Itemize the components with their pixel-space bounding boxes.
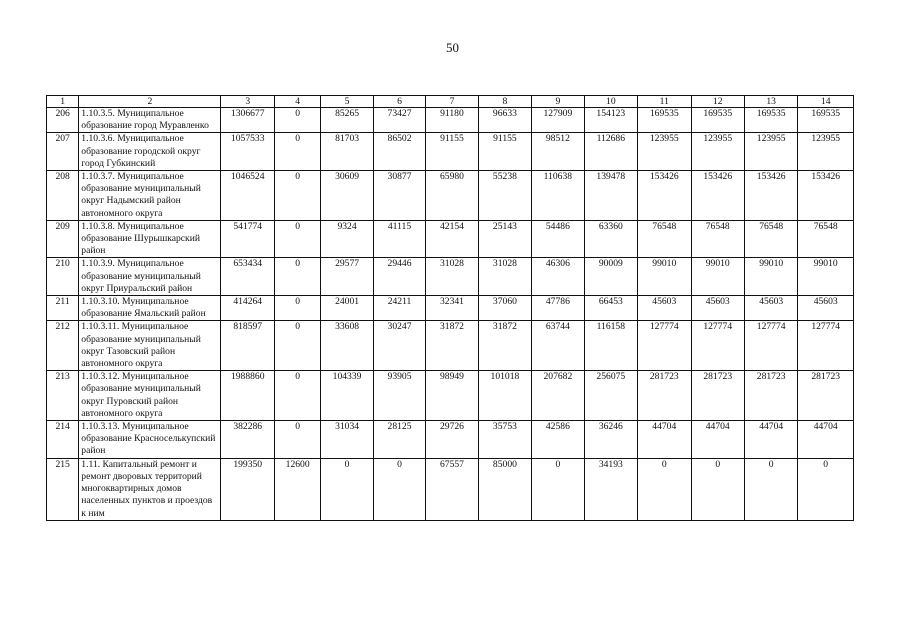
value-cell: 153426 (638, 171, 691, 221)
row-number: 207 (47, 133, 79, 171)
value-cell: 63744 (532, 321, 584, 371)
row-number: 214 (47, 421, 79, 459)
row-name: 1.11. Капитальный ремонт и ремонт дворовых территорий многоквартирных домов населенных пунктов и проездов к ним (79, 458, 221, 520)
table-row (47, 171, 854, 221)
value-cell: 0 (274, 220, 320, 258)
row-number: 210 (47, 258, 79, 296)
table-row (47, 296, 854, 321)
value-cell: 96633 (478, 108, 531, 133)
value-cell: 0 (274, 371, 320, 421)
table-row (47, 258, 854, 296)
value-cell: 0 (373, 458, 425, 520)
value-cell: 44704 (638, 421, 691, 459)
value-cell: 127909 (532, 108, 584, 133)
value-cell: 127774 (744, 321, 797, 371)
value-cell: 169535 (798, 108, 854, 133)
row-number: 206 (47, 108, 79, 133)
value-cell: 99010 (691, 258, 744, 296)
value-cell: 81703 (321, 133, 373, 171)
value-cell: 45603 (691, 296, 744, 321)
value-cell: 169535 (638, 108, 691, 133)
row-name: 1.10.3.10. Муниципальное образование Ямальский район (79, 296, 221, 321)
value-cell: 44704 (798, 421, 854, 459)
col-header: 6 (373, 96, 425, 108)
value-cell: 153426 (691, 171, 744, 221)
value-cell: 153426 (798, 171, 854, 221)
row-name: 1.10.3.5. Муниципальное образование город Муравленко (79, 108, 221, 133)
value-cell: 91155 (478, 133, 531, 171)
value-cell: 0 (274, 133, 320, 171)
value-cell: 112686 (584, 133, 637, 171)
value-cell: 0 (274, 258, 320, 296)
value-cell: 54486 (532, 220, 584, 258)
col-header: 9 (532, 96, 584, 108)
value-cell: 281723 (638, 371, 691, 421)
col-header: 13 (744, 96, 797, 108)
col-header: 12 (691, 96, 744, 108)
value-cell: 45603 (798, 296, 854, 321)
value-cell: 25143 (478, 220, 531, 258)
value-cell: 281723 (798, 371, 854, 421)
value-cell: 169535 (691, 108, 744, 133)
value-cell: 0 (274, 296, 320, 321)
value-cell: 55238 (478, 171, 531, 221)
value-cell: 85000 (478, 458, 531, 520)
value-cell: 123955 (798, 133, 854, 171)
value-cell: 29577 (321, 258, 373, 296)
value-cell: 45603 (744, 296, 797, 321)
value-cell: 42586 (532, 421, 584, 459)
table-row (47, 458, 854, 520)
table-row (47, 371, 854, 421)
value-cell: 45603 (638, 296, 691, 321)
value-cell: 76548 (744, 220, 797, 258)
value-cell: 207682 (532, 371, 584, 421)
col-header: 10 (584, 96, 637, 108)
value-cell: 1988860 (221, 371, 274, 421)
value-cell: 91155 (426, 133, 478, 171)
value-cell: 127774 (691, 321, 744, 371)
value-cell: 414264 (221, 296, 274, 321)
value-cell: 35753 (478, 421, 531, 459)
col-header: 1 (47, 96, 79, 108)
value-cell: 76548 (691, 220, 744, 258)
value-cell: 24001 (321, 296, 373, 321)
value-cell: 30877 (373, 171, 425, 221)
value-cell: 199350 (221, 458, 274, 520)
value-cell: 123955 (691, 133, 744, 171)
value-cell: 169535 (744, 108, 797, 133)
value-cell: 154123 (584, 108, 637, 133)
value-cell: 1306677 (221, 108, 274, 133)
value-cell: 46306 (532, 258, 584, 296)
table-row (47, 220, 854, 258)
value-cell: 98949 (426, 371, 478, 421)
page-number: 50 (446, 40, 459, 55)
value-cell: 256075 (584, 371, 637, 421)
value-cell: 12600 (274, 458, 320, 520)
data-table (46, 95, 854, 521)
header-row (47, 96, 854, 108)
col-header: 11 (638, 96, 691, 108)
value-cell: 32341 (426, 296, 478, 321)
table-row (47, 421, 854, 459)
value-cell: 281723 (691, 371, 744, 421)
value-cell: 67557 (426, 458, 478, 520)
value-cell: 98512 (532, 133, 584, 171)
col-header: 2 (79, 96, 221, 108)
row-name: 1.10.3.9. Муниципальное образование муниципальный округ Приуральский район (79, 258, 221, 296)
value-cell: 9324 (321, 220, 373, 258)
value-cell: 31872 (478, 321, 531, 371)
table-row (47, 133, 854, 171)
value-cell: 0 (744, 458, 797, 520)
value-cell: 101018 (478, 371, 531, 421)
value-cell: 24211 (373, 296, 425, 321)
value-cell: 29446 (373, 258, 425, 296)
col-header: 14 (798, 96, 854, 108)
row-number: 211 (47, 296, 79, 321)
value-cell: 1046524 (221, 171, 274, 221)
value-cell: 31028 (478, 258, 531, 296)
value-cell: 76548 (638, 220, 691, 258)
value-cell: 99010 (638, 258, 691, 296)
row-name: 1.10.3.6. Муниципальное образование городской округ город Губкинский (79, 133, 221, 171)
row-number: 208 (47, 171, 79, 221)
value-cell: 281723 (744, 371, 797, 421)
col-header: 8 (478, 96, 531, 108)
col-header: 4 (274, 96, 320, 108)
value-cell: 1057533 (221, 133, 274, 171)
value-cell: 382286 (221, 421, 274, 459)
value-cell: 0 (274, 171, 320, 221)
table-row (47, 108, 854, 133)
value-cell: 66453 (584, 296, 637, 321)
row-number: 212 (47, 321, 79, 371)
value-cell: 85265 (321, 108, 373, 133)
value-cell: 90009 (584, 258, 637, 296)
value-cell: 29726 (426, 421, 478, 459)
value-cell: 0 (274, 321, 320, 371)
value-cell: 33608 (321, 321, 373, 371)
value-cell: 104339 (321, 371, 373, 421)
value-cell: 0 (274, 421, 320, 459)
row-number: 215 (47, 458, 79, 520)
col-header: 7 (426, 96, 478, 108)
value-cell: 0 (638, 458, 691, 520)
value-cell: 99010 (744, 258, 797, 296)
value-cell: 0 (274, 108, 320, 133)
value-cell: 63360 (584, 220, 637, 258)
value-cell: 0 (321, 458, 373, 520)
table-row (47, 321, 854, 371)
row-name: 1.10.3.8. Муниципальное образование Шурышкарский район (79, 220, 221, 258)
value-cell: 110638 (532, 171, 584, 221)
value-cell: 123955 (744, 133, 797, 171)
col-header: 3 (221, 96, 274, 108)
value-cell: 31034 (321, 421, 373, 459)
value-cell: 86502 (373, 133, 425, 171)
value-cell: 153426 (744, 171, 797, 221)
value-cell: 37060 (478, 296, 531, 321)
value-cell: 818597 (221, 321, 274, 371)
value-cell: 127774 (638, 321, 691, 371)
value-cell: 30609 (321, 171, 373, 221)
value-cell: 42154 (426, 220, 478, 258)
value-cell: 0 (691, 458, 744, 520)
value-cell: 139478 (584, 171, 637, 221)
value-cell: 76548 (798, 220, 854, 258)
value-cell: 47786 (532, 296, 584, 321)
value-cell: 99010 (798, 258, 854, 296)
row-name: 1.10.3.11. Муниципальное образование муниципальный округ Тазовский район автономного округа (79, 321, 221, 371)
value-cell: 28125 (373, 421, 425, 459)
value-cell: 93905 (373, 371, 425, 421)
row-number: 213 (47, 371, 79, 421)
value-cell: 65980 (426, 171, 478, 221)
value-cell: 41115 (373, 220, 425, 258)
value-cell: 127774 (798, 321, 854, 371)
value-cell: 34193 (584, 458, 637, 520)
value-cell: 0 (532, 458, 584, 520)
value-cell: 73427 (373, 108, 425, 133)
col-header: 5 (321, 96, 373, 108)
value-cell: 541774 (221, 220, 274, 258)
row-name: 1.10.3.7. Муниципальное образование муниципальный округ Надымский район автономного округа (79, 171, 221, 221)
value-cell: 30247 (373, 321, 425, 371)
value-cell: 116158 (584, 321, 637, 371)
row-name: 1.10.3.12. Муниципальное образование муниципальный округ Пуровский район автономного округа (79, 371, 221, 421)
value-cell: 653434 (221, 258, 274, 296)
value-cell: 44704 (744, 421, 797, 459)
row-name: 1.10.3.13. Муниципальное образование Красноселькупский район (79, 421, 221, 459)
value-cell: 123955 (638, 133, 691, 171)
value-cell: 44704 (691, 421, 744, 459)
value-cell: 31872 (426, 321, 478, 371)
value-cell: 31028 (426, 258, 478, 296)
value-cell: 0 (798, 458, 854, 520)
value-cell: 91180 (426, 108, 478, 133)
row-number: 209 (47, 220, 79, 258)
value-cell: 36246 (584, 421, 637, 459)
